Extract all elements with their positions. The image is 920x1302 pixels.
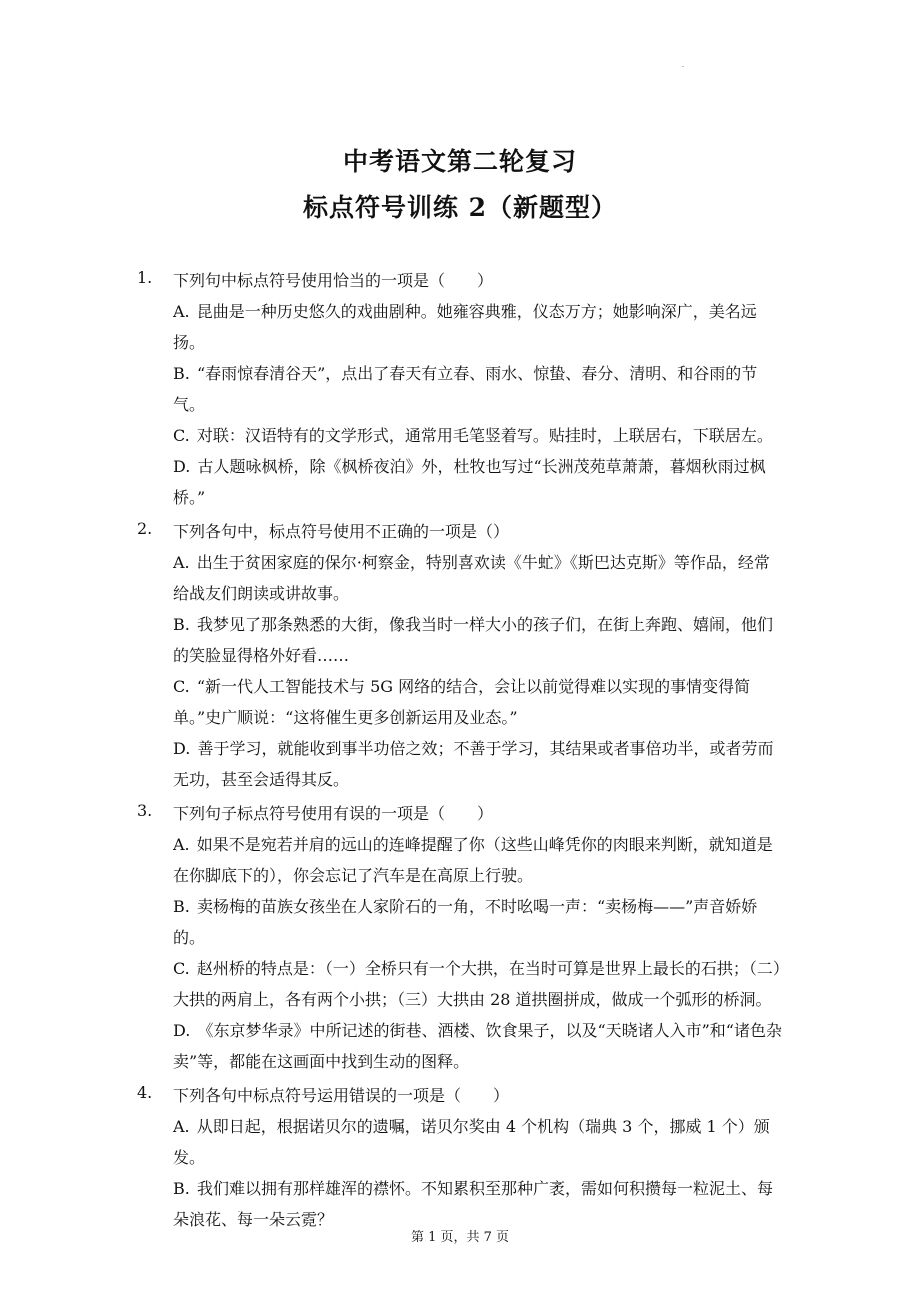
question-list xyxy=(0,262,920,1235)
option-b: B. 我梦见了那条熟悉的大街，像我当时一样大小的孩子们，在街上奔跑、嬉闹，他们的笑脸显得格外好看…… xyxy=(173,615,773,665)
page-footer: 第 1 页，共 7 页 xyxy=(410,1230,510,1245)
option-b: B. 卖杨梅的苗族女孩坐在人家阶石的一角，不时吆喝一声：“卖杨梅——”声音娇娇的。 xyxy=(173,897,758,947)
document-title: 中考语文第二轮复习 xyxy=(342,147,577,176)
question-3 xyxy=(0,795,920,1077)
question-stem: 下列各句中标点符号运用错误的一项是（ ） xyxy=(173,1086,510,1105)
document-subtitle: 标点符号训练 2（新题型） xyxy=(302,193,618,222)
option-a: A. 出生于贫困家庭的保尔·柯察金，特别喜欢读《牛虻》《斯巴达克斯》等作品，经常给战友们朗读或讲故事。 xyxy=(173,553,770,603)
option-a: A. 从即日起，根据诺贝尔的遗嘱，诺贝尔奖由 4 个机构（瑞典 3 个，挪威 1 个）颁发。 xyxy=(173,1117,770,1167)
option-d: D. 《东京梦华录》中所记述的街巷、酒楼、饮食果子，以及“天晓诸人入市”和“诸色杂卖”等，都能在这画面中找到生动的图释。 xyxy=(173,1021,782,1071)
option-c: C. “新一代人工智能技术与 5G 网络的结合，会让以前觉得难以实现的事情变得简单。”史广顺说：“这将催生更多创新运用及业态。” xyxy=(173,677,751,727)
question-number: 3. xyxy=(137,801,153,820)
question-number: 2. xyxy=(137,519,153,538)
question-number: 1. xyxy=(137,268,153,287)
corner-mark xyxy=(682,66,684,67)
question-stem: 下列句子标点符号使用有误的一项是（ ） xyxy=(173,804,494,823)
option-d: D. 古人题咏枫桥，除《枫桥夜泊》外，杜牧也写过“长洲茂苑草萧萧，暮烟秋雨过枫桥。” xyxy=(173,457,766,507)
option-b: B. “春雨惊春清谷天”，点出了春天有立春、雨水、惊蛰、春分、清明、和谷雨的节气。 xyxy=(173,364,758,414)
question-number: 4. xyxy=(137,1083,153,1102)
option-c: C. 赵州桥的特点是：（一）全桥只有一个大拱，在当时可算是世界上最长的石拱；（二）大拱的两肩上，各有两个小拱；（三）大拱由 28 道拱圈拼成，做成一个弧形的桥洞。 xyxy=(173,959,781,1009)
option-d: D. 善于学习，就能收到事半功倍之效；不善于学习，其结果或者事倍功半，或者劳而无功，甚至会适得其反。 xyxy=(173,739,774,789)
option-b: B. 我们难以拥有那样雄浑的襟怀。不知累积至那种广袤，需如何积攒每一粒泥土、每朵浪花、每一朵云霓？ xyxy=(173,1179,773,1229)
question-2 xyxy=(0,513,920,795)
option-a: A. 如果不是宛若并肩的远山的连峰提醒了你（这些山峰凭你的肉眼来判断，就知道是在你脚底下的），你会忘记了汽车是在高原上行驶。 xyxy=(173,835,773,885)
question-stem: 下列句中标点符号使用恰当的一项是（ ） xyxy=(173,271,494,290)
option-c: C. 对联：汉语特有的文学形式，通常用毛笔竖着写。贴挂时，上联居右，下联居左。 xyxy=(173,426,773,445)
question-1 xyxy=(0,262,920,513)
question-4 xyxy=(0,1077,920,1235)
question-stem: 下列各句中，标点符号使用不正确的一项是（） xyxy=(173,522,510,541)
option-a: A. 昆曲是一种历史悠久的戏曲剧种。她雍容典雅，仪态万方；她影响深广，美名远扬。 xyxy=(173,302,757,352)
